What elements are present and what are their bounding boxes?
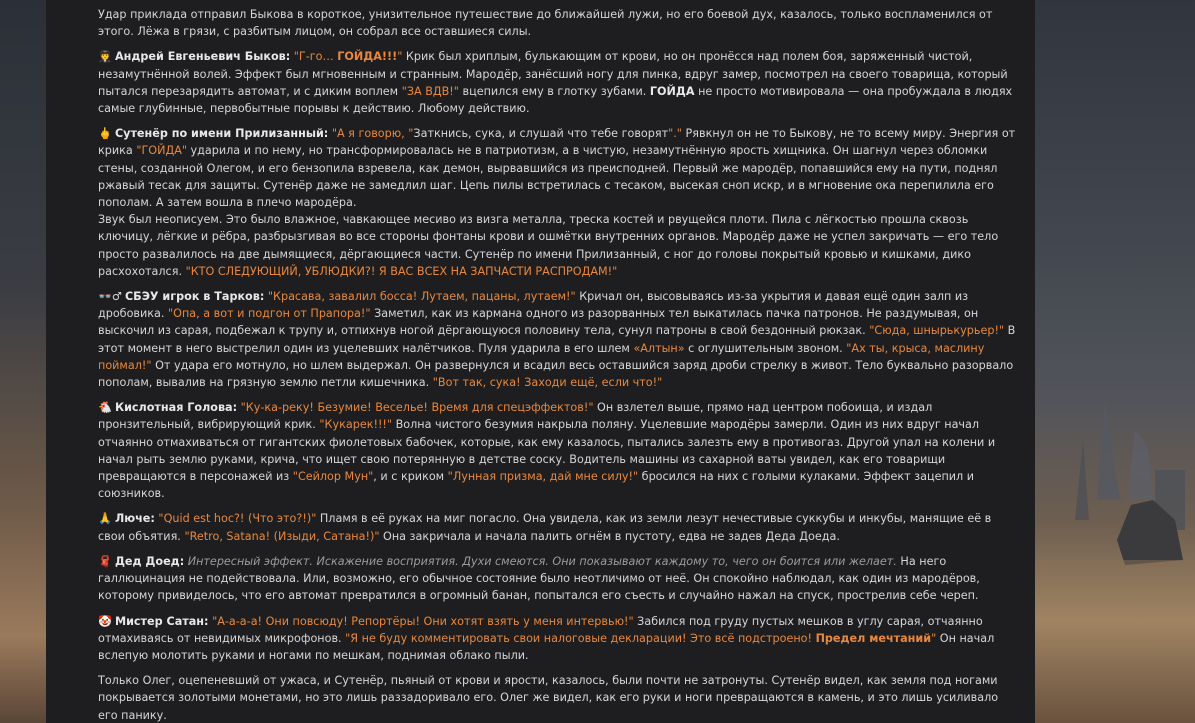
paragraph-tarkov-player: 👓♂ СБЭУ игрок в Тарков: "Красава, завалил босса! Лутаем, пацаны, лутаем!" Кричал он, высовываясь из-за укрытия и давая ещё один залп из дробовика. "Опа, а вот и подгон от Прапора!" Заметил, как из кармана одного из разорванных тел выкатилась пачка патронов. Не раздумывая, он выскочил из сарая, подбежал к трупу и, отпихнув ногой дёргающуюся половину тела, сунул патроны в свой бездонный рюкзак. "Сюда, шнырькурьер!" В этот момент в него выстрелил один из уцелевших налётчиков. Пуля ударила в его шлем «Алтын» с оглушительным звоном. "Ах ты, крыса, маслину поймал!" От удара его мотнуло, но шлем выдержал. Он развернулся и всадил весь оставшийся заряд дроби стрелку в живот. Тело буквально разорвало пополам, вывалив на грязную землю петли кишечника. "Вот так, сука! Заходи ещё, если что!" (98, 290, 1016, 390)
gamer-icon: 👓♂ (98, 290, 122, 304)
speaker-name: Дед Доед: (114, 554, 185, 568)
chat-message-panel (46, 0, 1035, 723)
chicken-icon: 🐔 (98, 401, 112, 415)
speaker-name: Сутенёр по имени Прилизанный: (114, 127, 329, 141)
praying-hands-icon: 🙏 (98, 512, 112, 526)
outro-paragraph: Только Олег, оцепеневший от ужаса, и Сутенёр, пьяный от крови и ярости, казалось, были почти не затронуты. Сутенёр видел, как земля под ногами покрывается золотыми монетами, но это лишь раззадоривало его. Олег же видел, как его руки и ноги превращаются в камень, и это лишь усиливало его панику. (98, 674, 999, 722)
paragraph-acid-head: 🐔 Кислотная Голова: "Ку-ка-реку! Безумие! Веселье! Время для спецэффектов!" Он взлетел выше, прямо над центром побоища, и издал пронзительный, вибрирующий крик. "Кукарек!!!" Волна чистого безумия накрыла поляну. Уцелевшие мародёры замерли. Один из них вдруг начал отчаянно отмахиваться от гигантских фиолетовых бабочек, которые, как ему казалось, пытались залезть ему в противогаз. Другой упал на колени и начал рыть землю руками, крича, что ищет свою потерянную в детстве соску. Водитель машины из сахарной ваты увидел, как его товарищи превращаются в персонажей из "Сейлор Мун", и с криком "Лунная призма, дай мне силу!" бросился на них с голыми кулаками. Эффект зацепил и союзников. (98, 401, 996, 501)
paragraph-ded-doed: 🧣 Дед Доед: Интересный эффект. Искажение восприятия. Духи смеются. Они показывают каждому то, чего он боится или желает. На него галлюцинация не подействовала. Или, возможно, его обычное состояние было неотличимо от неё. Он спокойно наблюдал, как один из мародёров, которому привиделось, что его автомат превратился в огромный банан, попытался его съесть и случайно нажал на спуск, прострелив себе череп. (98, 554, 980, 603)
soldier-icon: 🧑‍✈️ (98, 50, 112, 64)
clown-icon: 🤡 (98, 614, 112, 628)
background-ruins (1035, 0, 1195, 723)
speaker-name: Андрей Евгеньевич Быков: (114, 50, 291, 64)
paragraph-pimp: 🖕 Сутенёр по имени Прилизанный: "А я говорю, "Заткнись, сука, и слушай что тебе говорят"." Рявкнул он не то Быкову, не то всему миру. Энергия от крика "ГОЙДА" ударила и по нему, но трансформировалась не в патриотизм, а в чистую, незамутнённую ярость хищника. Он шагнул через обломки стены, созданной Олегом, и его бензопила взревела, как демон, вырвавшийся из преисподней. Первый же мародёр, попавшийся ему на пути, поднял ржавый тесак для защиты. Сутенёр даже не замедлил шаг. Цепь пилы встретилась с тесаком, высекая сноп искр, и в мгновение ока перепилила его пополам. А затем вошла в плечо мародёра. (98, 127, 1016, 210)
paragraph-bykov: 🧑‍✈️ Андрей Евгеньевич Быков: "Г-го… ГОЙДА!!!" Крик был хриплым, булькающим от крови, но он пронёсся над полем боя, заряженный чистой, незамутнённой волей. Эффект был мгновенным и странным. Мародёр, занёсший ногу для пинка, вдруг замер, посмотрел на своего товарища, который пытался перезарядить автомат, и с диким воплем "ЗА ВДВ!" вцепился ему в глотку зубами. ГОЙДА не просто мотивировала — она пробуждала в людях самые глубинные, первобытные порывы к действию. Любому действию. (98, 50, 1013, 116)
message-content (98, 6, 1020, 723)
speaker-name: Кислотная Голова: (114, 401, 238, 415)
background-left (0, 0, 46, 723)
paragraph-pimp-continued: Звук был неописуем. Это было влажное, чавкающее месиво из визга металла, треска костей и рвущейся плоти. Пила с лёгкостью прошла сквозь ключицу, лёгкие и рёбра, разбрызгивая во все стороны фонтаны крови и ошмётки внутренних органов. Мародёр даже не успел закричать — его тело просто развалилось на две дымящиеся, дёргающиеся части. Сутенёр по имени Прилизанный, с ног до головы покрытый кровью и кишками, дико расхохотался. "КТО СЛЕДУЮЩИЙ, УБЛЮДКИ?! Я ВАС ВСЕХ НА ЗАПЧАСТИ РАСПРОДАМ!" (98, 213, 999, 278)
quote: "ЗА ВДВ!" (401, 84, 459, 98)
intro-paragraph: Удар приклада отправил Быкова в короткое, унизительное путешествие до ближайшей лужи, но его боевой дух, казалось, только воспламенился от этого. Лёжа в грязи, с разбитым лицом, он собрал все оставшиеся силы. (98, 8, 993, 39)
middle-finger-icon: 🖕 (98, 127, 112, 141)
speaker-name: Люче: (114, 512, 155, 526)
paragraph-luche: 🙏 Люче: "Quid est hoc?! (Что это?!)" Пламя в её руках на миг погасло. Она увидела, как из земли лезут нечестивые суккубы и инкубы, манящие её в свои объятия. "Retro, Satana! (Изыди, Сатана!)" Она закричала и начала палить огнём в пустоту, едва не задев Деда Доеда. (98, 512, 992, 543)
speaker-name: Мистер Сатан: (114, 614, 209, 628)
scarf-icon: 🧣 (98, 554, 112, 568)
background-right (1035, 0, 1195, 723)
speaker-name: СБЭУ игрок в Тарков: (124, 290, 265, 304)
paragraph-mister-satan: 🤡 Мистер Сатан: "А-а-а-а! Они повсюду! Репортёры! Они хотят взять у меня интервью!" Забился под груду пустых мешков в углу сарая, отчаянно отмахиваясь от невидимых микрофонов. "Я не буду комментировать свои налоговые декларации! Это всё подстроено! Предел мечтаний" Он начал вслепую молотить руками и ногами по мешкам, поднимая облако пыли. (98, 614, 995, 662)
